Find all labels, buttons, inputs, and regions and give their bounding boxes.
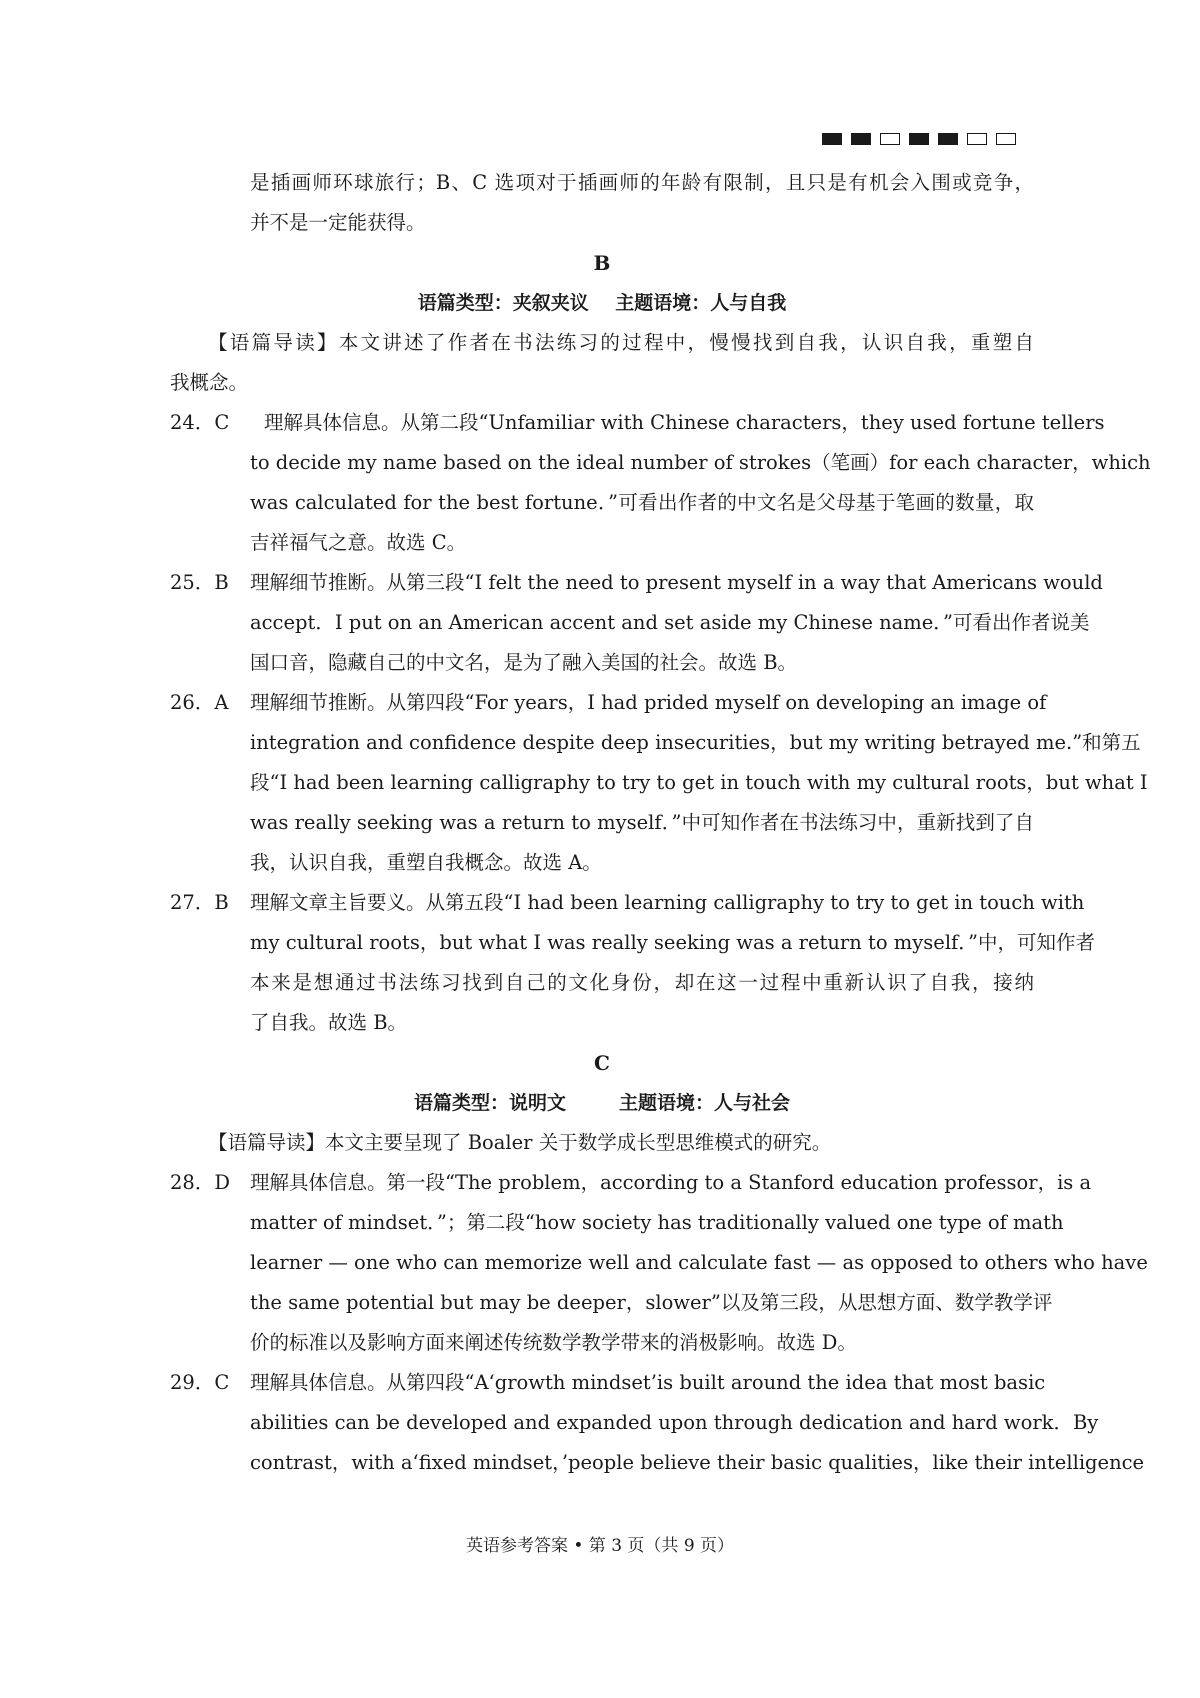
explanation-line: 了自我。故选 B。	[250, 1011, 408, 1034]
answer-explanation	[170, 563, 1103, 683]
explanation-line: integration and confidence despite deep insecurities，but my writing betrayed me.”和第五	[250, 731, 1141, 754]
answer-item-28	[170, 1163, 1148, 1363]
marker-filled-icon	[822, 133, 842, 145]
reading-guide	[170, 1123, 1034, 1163]
explanation-line: the same potential but may be deeper，slower”以及第三段，从思想方面、数学教学评	[250, 1291, 1053, 1314]
explanation-line: 理解具体信息。从第四段“A‘growth mindset’is built around the idea that most basic	[250, 1371, 1046, 1394]
explanation-line: 段“I had been learning calligraphy to try to get in touch with my cultural roots，but what I	[250, 771, 1148, 794]
section-letter: C	[594, 1051, 610, 1075]
reading-guide	[170, 323, 1034, 403]
explanation-line: 理解具体信息。第一段“The problem，according to a Stanford education professor，is a	[250, 1171, 1092, 1194]
page-footer: 英语参考答案 • 第 3 页（共 9 页）	[465, 1536, 735, 1556]
answer-explanation	[170, 403, 1151, 563]
marker-empty-icon	[996, 133, 1016, 145]
question-number: 29．C	[170, 1371, 230, 1394]
marker-filled-icon	[851, 133, 871, 145]
explanation-line: to decide my name based on the ideal number of strokes（笔画）for each character，which	[250, 451, 1151, 474]
explanation-line: 本来是想通过书法练习找到自己的文化身份，却在这一过程中重新认识了自我，接纳	[250, 971, 1034, 994]
explanation-line: my cultural roots，but what I was really seeking was a return to myself．”中，可知作者	[250, 931, 1095, 954]
marker-empty-icon	[880, 133, 900, 145]
explanation-line: accept．I put on an American accent and set aside my Chinese name．”可看出作者说美	[250, 611, 1090, 634]
question-number: 25．B	[170, 571, 229, 594]
answer-item-29	[170, 1363, 1145, 1483]
section-type: 语篇类型：说明文 主题语境：人与社会	[414, 1092, 790, 1114]
explanation-line: contrast，with a‘fixed mindset，’people believe their basic qualities，like their intelligence	[250, 1451, 1145, 1474]
explanation-line: 理解文章主旨要义。从第五段“I had been learning calligraphy to try to get in touch with	[250, 891, 1085, 914]
explanation-line: 价的标准以及影响方面来阐述传统数学教学带来的消极影响。故选 D。	[250, 1331, 857, 1354]
explanation-line: was really seeking was a return to myself．”中可知作者在书法练习中，重新找到了自	[250, 811, 1034, 834]
marker-filled-icon	[909, 133, 929, 145]
question-number: 27．B	[170, 891, 229, 914]
answer-explanation	[170, 1363, 1145, 1483]
explanation-line: learner — one who can memorize well and calculate fast — as opposed to others who have	[250, 1251, 1148, 1274]
explanation-line: 理解细节推断。从第三段“I felt the need to present myself in a way that Americans would	[250, 571, 1103, 594]
question-number: 28．D	[170, 1171, 230, 1194]
page-markers	[822, 133, 1016, 145]
explanation-line: matter of mindset．”；第二段“how society has traditionally valued one type of math	[250, 1211, 1064, 1234]
guide-line: 我概念。	[170, 371, 249, 394]
section-type: 语篇类型：夹叙夹议 主题语境：人与自我	[417, 292, 787, 314]
question-number: 26．A	[170, 691, 229, 714]
answer-item-26	[170, 683, 1148, 883]
page-content	[170, 163, 1151, 1483]
answer-explanation	[170, 883, 1095, 1043]
answer-explanation	[170, 683, 1148, 883]
explanation-line: 理解细节推断。从第四段“For years，I had prided myself on developing an image of	[250, 691, 1047, 714]
answer-item-24	[170, 403, 1151, 563]
explanation-line: 我，认识自我，重塑自我概念。故选 A。	[250, 851, 602, 874]
explanation-line: 国口音，隐藏自己的中文名，是为了融入美国的社会。故选 B。	[250, 651, 798, 674]
intro-line: 并不是一定能获得。	[250, 211, 426, 234]
guide-line: 【语篇导读】本文主要呈现了 Boaler 关于数学成长型思维模式的研究。	[208, 1131, 832, 1154]
marker-empty-icon	[967, 133, 987, 145]
explanation-line: 吉祥福气之意。故选 C。	[250, 531, 467, 554]
guide-line: 【语篇导读】本文讲述了作者在书法练习的过程中，慢慢找到自我，认识自我，重塑自	[208, 331, 1034, 354]
question-number: 24．C	[170, 411, 230, 434]
section-letter: B	[593, 251, 611, 275]
intro-line: 是插画师环球旅行；B、C 选项对于插画师的年龄有限制，且只是有机会入围或竞争，	[250, 171, 1034, 194]
answer-item-25	[170, 563, 1103, 683]
answer-explanation	[170, 1163, 1148, 1363]
marker-filled-icon	[938, 133, 958, 145]
answer-item-27	[170, 883, 1095, 1043]
explanation-line: 理解具体信息。从第二段“Unfamiliar with Chinese characters，they used fortune tellers	[264, 411, 1105, 434]
explanation-line: was calculated for the best fortune．”可看出作者的中文名是父母基于笔画的数量，取	[250, 491, 1034, 514]
explanation-line: abilities can be developed and expanded upon through dedication and hard work．By	[250, 1411, 1099, 1434]
